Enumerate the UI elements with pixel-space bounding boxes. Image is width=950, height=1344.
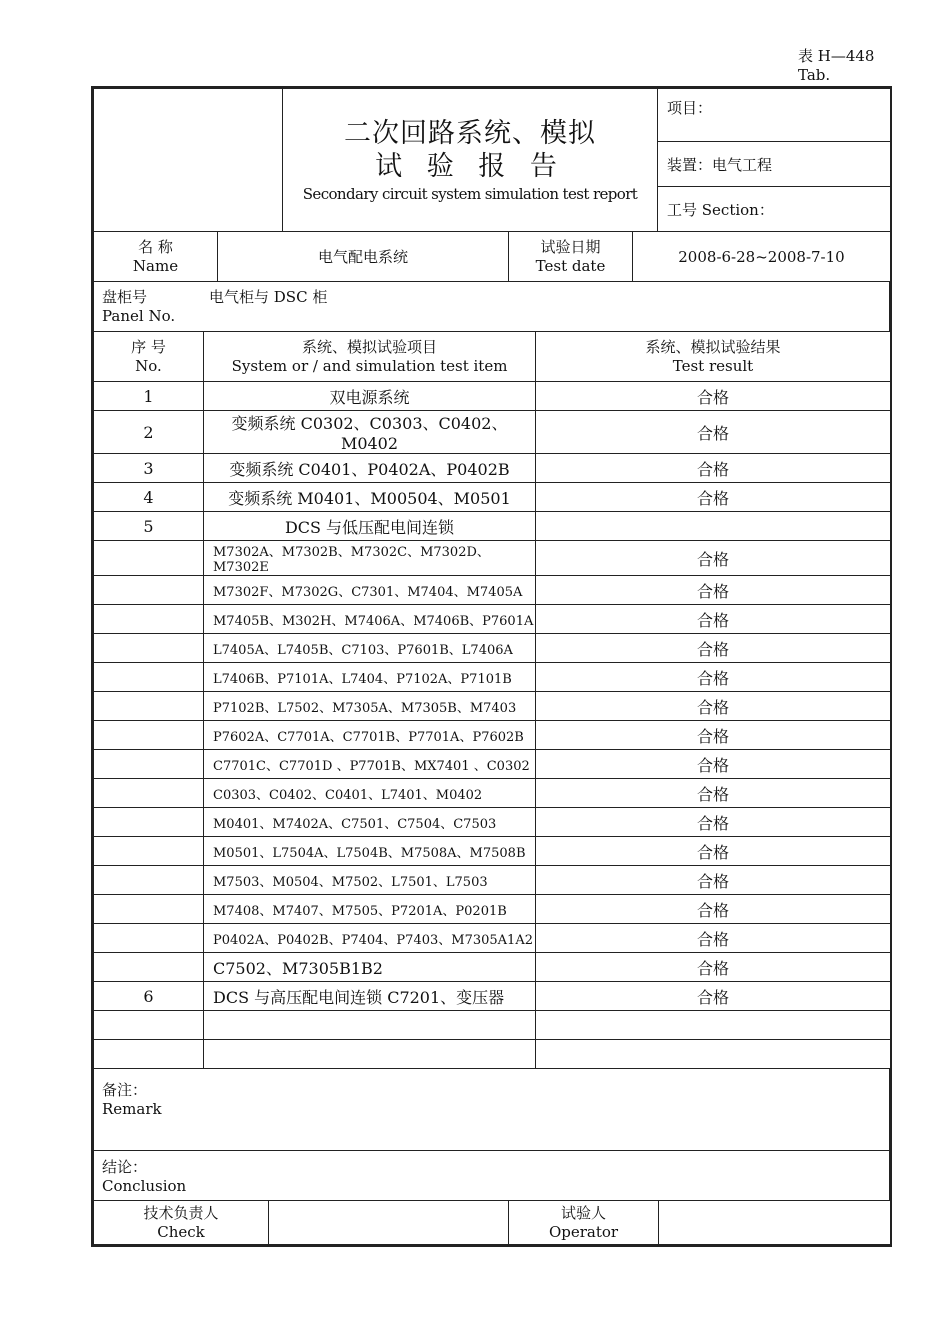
logo-area bbox=[94, 89, 283, 232]
table-row bbox=[94, 982, 891, 1011]
panel-label-en: Panel No. bbox=[102, 307, 176, 325]
table-row bbox=[94, 953, 891, 982]
date-label-cn: 试验日期 bbox=[540, 237, 601, 256]
check-signature-field bbox=[269, 1201, 509, 1245]
row-test-item bbox=[204, 1011, 536, 1040]
report-title bbox=[283, 89, 658, 232]
row-test-result: 合格 bbox=[536, 779, 891, 808]
table-row bbox=[94, 866, 891, 895]
column-header-item-cn: 系统、模拟试验项目 bbox=[301, 337, 437, 356]
operator-label-cn: 试验人 bbox=[560, 1203, 606, 1222]
row-test-item: M0501、L7504A、L7504B、M7508A、M7508B bbox=[204, 837, 536, 866]
row-test-result: 合格 bbox=[536, 866, 891, 895]
row-number: 1 bbox=[94, 382, 204, 411]
row-test-result bbox=[536, 1011, 891, 1040]
table-row bbox=[94, 1040, 891, 1069]
row-test-result: 合格 bbox=[536, 837, 891, 866]
row-test-item: C7701C、C7701D 、P7701B、MX7401 、C0302 bbox=[204, 750, 536, 779]
conclusion-label-en: Conclusion bbox=[102, 1177, 187, 1195]
check-label bbox=[94, 1201, 269, 1245]
report-form bbox=[91, 86, 892, 1247]
test-items-table bbox=[93, 331, 891, 1069]
column-header-item-en: System or / and simulation test item bbox=[231, 356, 508, 375]
name-label-cn: 名 称 bbox=[138, 237, 173, 256]
table-row bbox=[94, 779, 891, 808]
panel-value: 电气柜与 DSC 柜 bbox=[209, 288, 328, 306]
row-test-item: DCS 与低压配电间连锁 bbox=[204, 512, 536, 541]
table-reference bbox=[798, 47, 874, 85]
date-label bbox=[509, 232, 633, 282]
row-number bbox=[94, 750, 204, 779]
row-test-result: 合格 bbox=[536, 382, 891, 411]
table-row bbox=[94, 895, 891, 924]
table-row bbox=[94, 454, 891, 483]
column-header-item bbox=[204, 332, 536, 382]
remark-label-en: Remark bbox=[102, 1100, 162, 1118]
project-field: 项目： bbox=[658, 89, 891, 142]
table-reference-number: 表 H—448 bbox=[798, 47, 875, 65]
row-test-item: DCS 与高压配电间连锁 C7201、变压器 bbox=[204, 982, 536, 1011]
panel-row bbox=[93, 281, 890, 332]
row-test-item: P0402A、P0402B、P7404、P7403、M7305A1A2 bbox=[204, 924, 536, 953]
conclusion-cell bbox=[94, 1151, 890, 1201]
row-test-result: 合格 bbox=[536, 411, 891, 454]
table-row bbox=[94, 721, 891, 750]
table-row bbox=[94, 663, 891, 692]
row-test-item: 变频系统 C0401、P0402A、P0402B bbox=[204, 454, 536, 483]
table-row bbox=[94, 382, 891, 411]
table-row bbox=[94, 808, 891, 837]
row-number bbox=[94, 779, 204, 808]
row-test-result: 合格 bbox=[536, 576, 891, 605]
test-items-body bbox=[94, 382, 891, 1069]
column-header-result-cn: 系统、模拟试验结果 bbox=[645, 337, 781, 356]
section-field: 工号 Section： bbox=[658, 187, 891, 232]
table-row bbox=[94, 837, 891, 866]
name-label-en: Name bbox=[132, 256, 179, 275]
row-test-result: 合格 bbox=[536, 808, 891, 837]
row-test-result: 合格 bbox=[536, 663, 891, 692]
table-row bbox=[94, 1011, 891, 1040]
row-number bbox=[94, 953, 204, 982]
row-number bbox=[94, 634, 204, 663]
row-test-item: 变频系统 C0302、C0303、C0402、M0402 bbox=[204, 411, 536, 454]
operator-label-en: Operator bbox=[548, 1222, 619, 1241]
row-number bbox=[94, 663, 204, 692]
table-row bbox=[94, 750, 891, 779]
table-row bbox=[94, 924, 891, 953]
row-number: 4 bbox=[94, 483, 204, 512]
row-test-result: 合格 bbox=[536, 924, 891, 953]
table-reference-label: Tab. bbox=[798, 66, 831, 84]
table-row bbox=[94, 576, 891, 605]
table-row bbox=[94, 411, 891, 454]
title-cn-line1: 二次回路系统、模拟 bbox=[344, 118, 596, 149]
remark-row bbox=[93, 1068, 890, 1151]
column-header-no-en: No. bbox=[135, 356, 162, 375]
row-number bbox=[94, 692, 204, 721]
row-number bbox=[94, 1040, 204, 1069]
signature-row bbox=[93, 1200, 891, 1245]
row-number bbox=[94, 605, 204, 634]
row-test-result: 合格 bbox=[536, 541, 891, 576]
column-header-no-cn: 序 号 bbox=[131, 337, 166, 356]
row-test-item bbox=[204, 1040, 536, 1069]
operator-signature-field bbox=[659, 1201, 891, 1245]
column-header-result bbox=[536, 332, 891, 382]
conclusion-row bbox=[93, 1150, 890, 1201]
row-number bbox=[94, 721, 204, 750]
table-row bbox=[94, 512, 891, 541]
row-test-result bbox=[536, 1040, 891, 1069]
row-test-item: 变频系统 M0401、M00504、M0501 bbox=[204, 483, 536, 512]
name-value: 电气配电系统 bbox=[218, 232, 509, 282]
row-test-item: C7502、M7305B1B2 bbox=[204, 953, 536, 982]
row-test-item: M0401、M7402A、C7501、C7504、C7503 bbox=[204, 808, 536, 837]
name-label bbox=[94, 232, 218, 282]
row-test-result: 合格 bbox=[536, 953, 891, 982]
row-test-result: 合格 bbox=[536, 692, 891, 721]
column-header-no bbox=[94, 332, 204, 382]
row-test-item: M7408、M7407、M7505、P7201A、P0201B bbox=[204, 895, 536, 924]
table-row bbox=[94, 634, 891, 663]
row-test-item: L7406B、P7101A、L7404、P7102A、P7101B bbox=[204, 663, 536, 692]
table-row bbox=[94, 541, 891, 576]
row-test-item: M7405B、M302H、M7406A、M7406B、P7601A bbox=[204, 605, 536, 634]
info-row bbox=[93, 231, 891, 282]
row-test-result: 合格 bbox=[536, 634, 891, 663]
report-header bbox=[93, 88, 891, 232]
row-number bbox=[94, 576, 204, 605]
operator-label bbox=[509, 1201, 659, 1245]
row-test-result: 合格 bbox=[536, 483, 891, 512]
row-number: 3 bbox=[94, 454, 204, 483]
remark-label-cn: 备注： bbox=[102, 1081, 148, 1099]
table-row bbox=[94, 605, 891, 634]
row-number bbox=[94, 1011, 204, 1040]
row-test-result: 合格 bbox=[536, 454, 891, 483]
date-label-en: Test date bbox=[535, 256, 606, 275]
row-number bbox=[94, 866, 204, 895]
table-row bbox=[94, 692, 891, 721]
row-number bbox=[94, 808, 204, 837]
title-en: Secondary circuit system simulation test report bbox=[302, 185, 638, 203]
panel-cell bbox=[94, 282, 890, 332]
row-number: 5 bbox=[94, 512, 204, 541]
row-test-item: C0303、C0402、C0401、L7401、M0402 bbox=[204, 779, 536, 808]
row-number bbox=[94, 541, 204, 576]
row-test-result: 合格 bbox=[536, 895, 891, 924]
row-number: 2 bbox=[94, 411, 204, 454]
row-test-result: 合格 bbox=[536, 982, 891, 1011]
row-number bbox=[94, 837, 204, 866]
title-cn-line2: 试 验 报 告 bbox=[375, 151, 565, 182]
row-test-item: P7102B、L7502、M7305A、M7305B、M7403 bbox=[204, 692, 536, 721]
date-value: 2008-6-28~2008-7-10 bbox=[633, 232, 891, 282]
check-label-en: Check bbox=[157, 1222, 205, 1241]
check-label-cn: 技术负责人 bbox=[143, 1203, 219, 1222]
row-test-item: L7405A、L7405B、C7103、P7601B、L7406A bbox=[204, 634, 536, 663]
row-test-result bbox=[536, 512, 891, 541]
row-test-item: M7302A、M7302B、M7302C、M7302D、M7302E bbox=[204, 541, 536, 576]
row-test-result: 合格 bbox=[536, 750, 891, 779]
remark-cell bbox=[94, 1069, 890, 1151]
device-field: 装置：电气工程 bbox=[658, 142, 891, 187]
row-number bbox=[94, 924, 204, 953]
row-test-item: P7602A、C7701A、C7701B、P7701A、P7602B bbox=[204, 721, 536, 750]
row-test-result: 合格 bbox=[536, 721, 891, 750]
row-test-item: M7503、M0504、M7502、L7501、L7503 bbox=[204, 866, 536, 895]
row-number: 6 bbox=[94, 982, 204, 1011]
table-row bbox=[94, 483, 891, 512]
panel-label-cn: 盘柜号 bbox=[102, 288, 148, 306]
row-number bbox=[94, 895, 204, 924]
column-header-result-en: Test result bbox=[672, 356, 754, 375]
row-test-item: M7302F、M7302G、C7301、M7404、M7405A bbox=[204, 576, 536, 605]
conclusion-label-cn: 结论： bbox=[102, 1158, 148, 1176]
row-test-item: 双电源系统 bbox=[204, 382, 536, 411]
row-test-result: 合格 bbox=[536, 605, 891, 634]
